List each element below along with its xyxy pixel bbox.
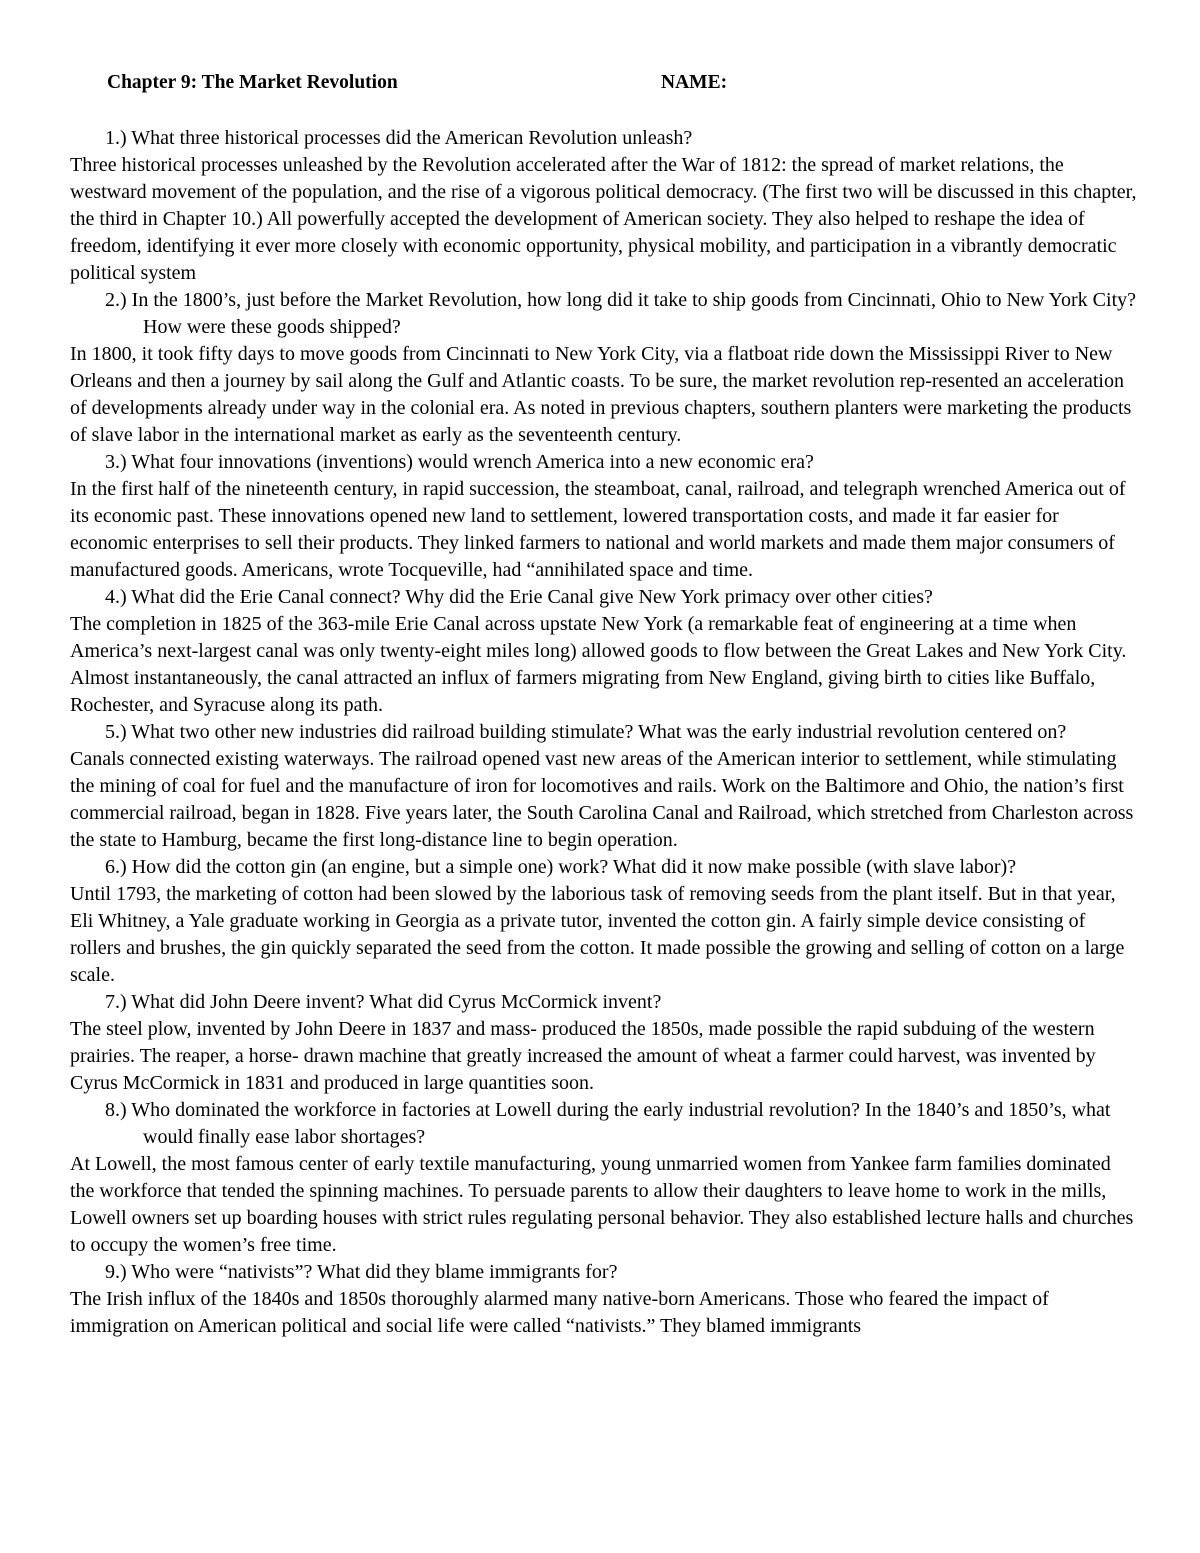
question-8: 8.) Who dominated the workforce in factories at Lowell during the early industrial revolution? In the 1840’s and 1850’s, what would finally ease labor shortages? bbox=[105, 1099, 1111, 1148]
question-2: 2.) In the 1800’s, just before the Market Revolution, how long did it take to ship goods from Cincinnati, Ohio to New York City? How were these goods shipped? bbox=[105, 289, 1137, 338]
question-9: 9.) Who were “nativists”? What did they blame immigrants for? bbox=[105, 1261, 618, 1283]
name-label: NAME: bbox=[661, 72, 728, 93]
question-3: 3.) What four innovations (inventions) would wrench America into a new economic era? bbox=[105, 451, 814, 473]
answer-7: The steel plow, invented by John Deere in 1837 and mass- produced the 1850s, made possible the rapid subduing of the western prairies. The reaper, a horse- drawn machine that greatly increased the amount of wheat a farmer could harvest, was invented by Cyrus McCormick in 1831 and produced in large quantities soon. bbox=[70, 1018, 1096, 1094]
answer-5: Canals connected existing waterways. The railroad opened vast new areas of the American interior to settlement, while stimulating the mining of coal for fuel and the manufacture of iron for locomotives and rails. Work on the Baltimore and Ohio, the nation’s first commercial railroad, began in 1828. Five years later, the South Carolina Canal and Railroad, which stretched from Charleston across the state to Hamburg, became the first long-distance line to begin operation. bbox=[70, 748, 1134, 851]
answer-2: In 1800, it took fifty days to move goods from Cincinnati to New York City, via a flatboat ride down the Mississippi River to New Orleans and then a journey by sail along the Gulf and Atlantic coasts. To be sure, the market revolution rep-resented an acceleration of developments already under way in the colonial era. As noted in previous chapters, southern planters were marketing the products of slave labor in the international market as early as the seventeenth century. bbox=[70, 343, 1132, 446]
answer-1: Three historical processes unleashed by the Revolution accelerated after the War of 1812: the spread of market relations, the westward movement of the population, and the rise of a vigorous political democracy. (The first two will be discussed in this chapter, the third in Chapter 10.) All powerfully accepted the development of American society. They also helped to reshape the idea of freedom, identifying it ever more closely with economic opportunity, physical mobility, and participation in a vibrantly democratic political system bbox=[70, 154, 1137, 284]
answer-9: The Irish influx of the 1840s and 1850s thoroughly alarmed many native-born Americans. Those who feared the impact of immigration on American political and social life were called “nativists.” They blamed immigrants bbox=[70, 1288, 1049, 1337]
question-4: 4.) What did the Erie Canal connect? Why did the Erie Canal give New York primacy over other cities? bbox=[105, 586, 933, 608]
answer-4: The completion in 1825 of the 363-mile Erie Canal across upstate New York (a remarkable feat of engineering at a time when America’s next-largest canal was only twenty-eight miles long) allowed goods to flow between the Great Lakes and New York City. Almost instantaneously, the canal attracted an influx of farmers migrating from New England, giving birth to cities like Buffalo, Rochester, and Syracuse along its path. bbox=[70, 613, 1127, 716]
answer-6: Until 1793, the marketing of cotton had been slowed by the laborious task of removing seeds from the plant itself. But in that year, Eli Whitney, a Yale graduate working in Georgia as a private tutor, invented the cotton gin. A fairly simple device consisting of rollers and brushes, the gin quickly separated the seed from the cotton. It made possible the growing and selling of cotton on a large scale. bbox=[70, 883, 1125, 986]
question-5: 5.) What two other new industries did railroad building stimulate? What was the early industrial revolution centered on? bbox=[105, 721, 1067, 743]
question-6: 6.) How did the cotton gin (an engine, but a simple one) work? What did it now make possible (with slave labor)? bbox=[105, 856, 1017, 878]
question-7: 7.) What did John Deere invent? What did Cyrus McCormick invent? bbox=[105, 991, 662, 1013]
document-header bbox=[107, 72, 1107, 102]
chapter-title: Chapter 9: The Market Revolution bbox=[107, 72, 398, 93]
question-1: 1.) What three historical processes did the American Revolution unleash? bbox=[105, 127, 693, 149]
answer-8: At Lowell, the most famous center of early textile manufacturing, young unmarried women from Yankee farm families dominated the workforce that tended the spinning machines. To persuade parents to allow their daughters to leave home to work in the mills, Lowell owners set up boarding houses with strict rules regulating personal behavior. They also established lecture halls and churches to occupy the women’s free time. bbox=[70, 1153, 1134, 1256]
answer-3: In the first half of the nineteenth century, in rapid succession, the steamboat, canal, railroad, and telegraph wrenched America out of its economic past. These innovations opened new land to settlement, lowered transportation costs, and made it far easier for economic enterprises to sell their products. They linked farmers to national and world markets and made them major consumers of manufactured goods. Americans, wrote Tocqueville, had “annihilated space and time. bbox=[70, 478, 1126, 581]
qa-list bbox=[70, 125, 1140, 1340]
